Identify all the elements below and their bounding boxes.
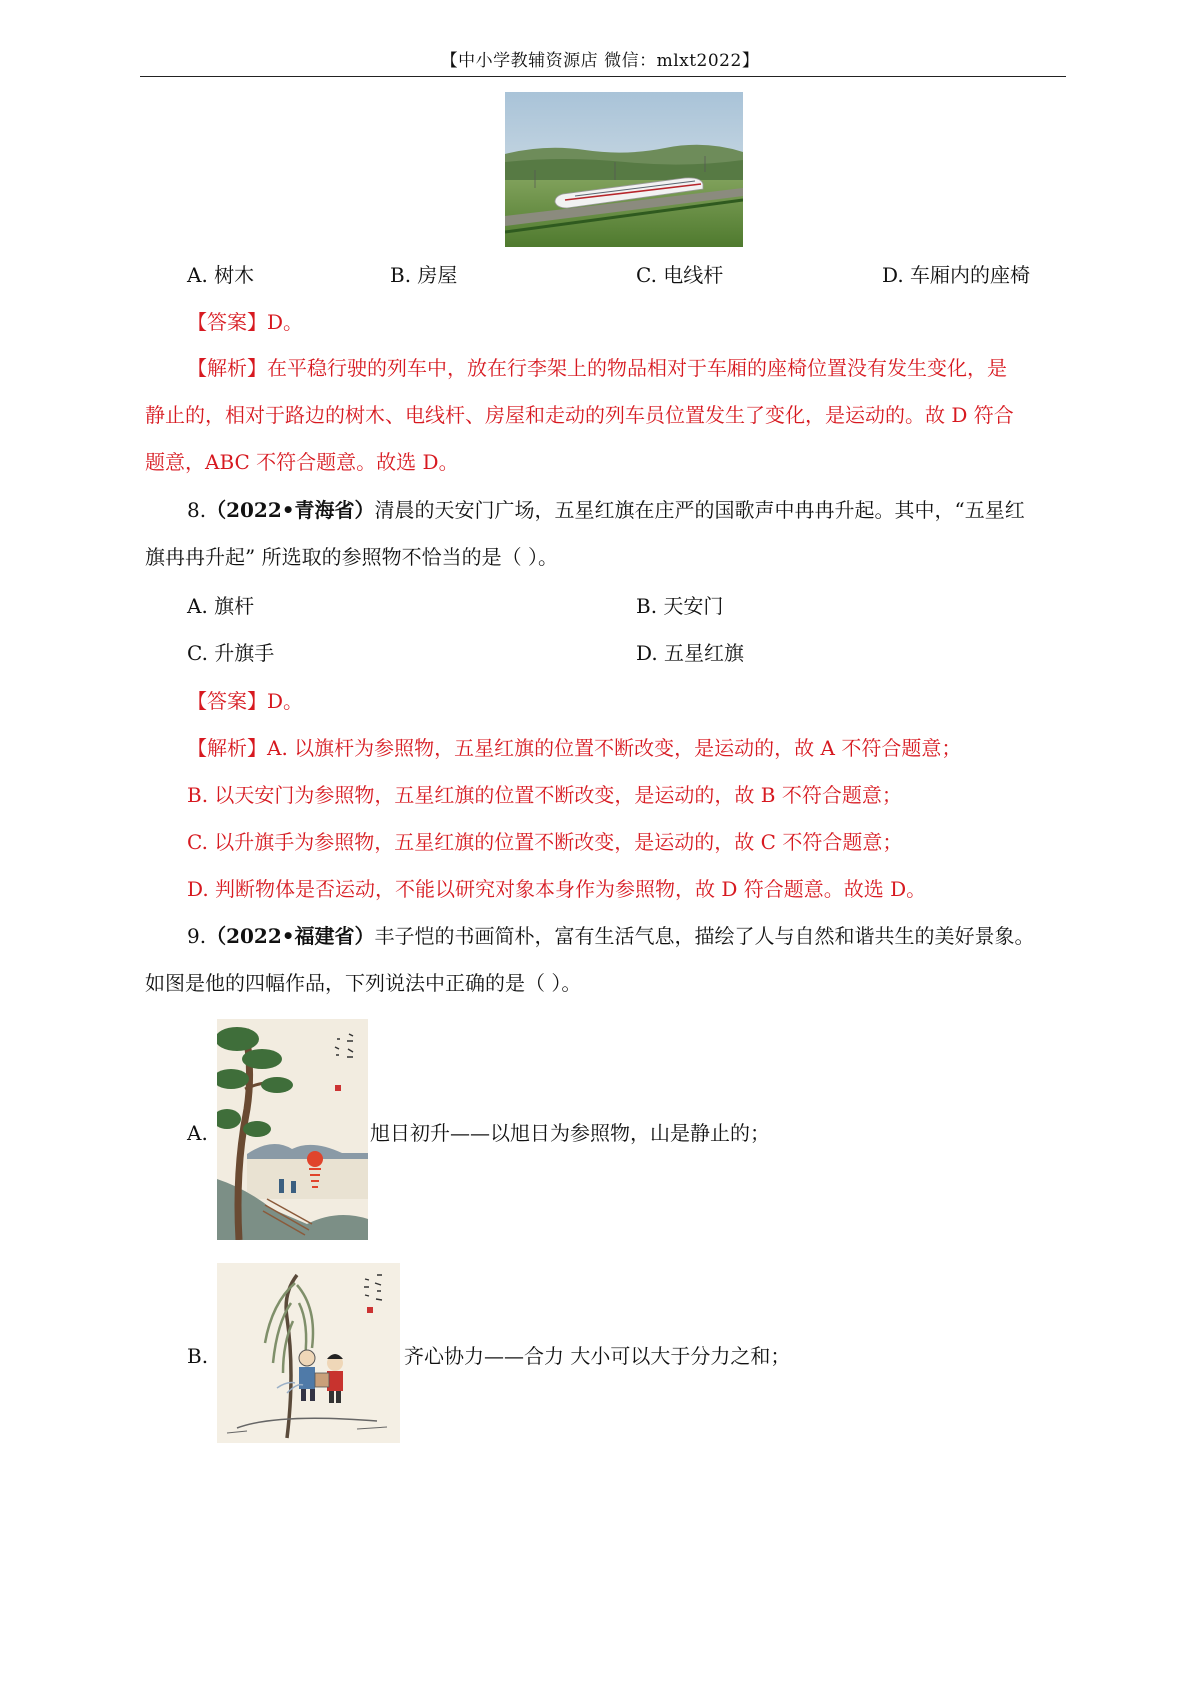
q8-analysis-line-1 bbox=[187, 738, 961, 758]
q7-analysis-line-3: 题意，ABC 不符合题意。故选 D。 bbox=[145, 450, 459, 474]
q7-option-b: B. 房屋 bbox=[390, 263, 458, 287]
teamwork-painting bbox=[217, 1263, 400, 1443]
q9-stem-line-1 bbox=[187, 926, 1035, 946]
q7-analysis-line-1 bbox=[187, 358, 1007, 378]
q9-stem-line-2: 如图是他的四幅作品，下列说法中正确的是（ ）。 bbox=[145, 971, 582, 995]
page-header: 【中小学教辅资源店 微信：mlxt2022】 bbox=[440, 51, 760, 71]
header-divider bbox=[140, 76, 1066, 77]
q7-analysis-tag: 【解析】 bbox=[187, 356, 267, 380]
q9-source: （2022•福建省） bbox=[206, 924, 375, 948]
q8-answer: 【答案】D。 bbox=[187, 689, 304, 713]
q7-option-c: C. 电线杆 bbox=[636, 263, 724, 287]
sunrise-painting bbox=[217, 1019, 368, 1240]
q8-stem-line-1 bbox=[187, 500, 1025, 520]
q9-stem-text-1: 丰子恺的书画简朴，富有生活气息，描绘了人与自然和谐共生的美好景象。 bbox=[374, 924, 1035, 948]
q9-number: 9. bbox=[187, 924, 207, 948]
q9-option-b-label: B. bbox=[187, 1344, 209, 1368]
q8-option-c: C. 升旗手 bbox=[187, 641, 275, 665]
q8-analysis-text-1: A. 以旗杆为参照物，五星红旗的位置不断改变，是运动的，故 A 不符合题意； bbox=[267, 736, 962, 760]
q7-answer: 【答案】D。 bbox=[187, 310, 304, 334]
q8-stem-line-2: 旗冉冉升起” 所选取的参照物不恰当的是（ ）。 bbox=[145, 545, 558, 569]
q8-source: （2022•青海省） bbox=[206, 498, 375, 522]
q8-number: 8. bbox=[187, 498, 207, 522]
q9-option-a-text: 旭日初升——以旭日为参照物，山是静止的； bbox=[370, 1121, 770, 1145]
q8-option-d: D. 五星红旗 bbox=[636, 641, 745, 665]
q7-analysis-text-1: 在平稳行驶的列车中，放在行李架上的物品相对于车厢的座椅位置没有发生变化，是 bbox=[267, 356, 1007, 380]
q8-stem-text-1: 清晨的天安门广场，五星红旗在庄严的国歌声中冉冉升起。其中，“五星红 bbox=[374, 498, 1025, 522]
train-photo bbox=[505, 92, 743, 247]
q8-analysis-line-3: C. 以升旗手为参照物，五星红旗的位置不断改变，是运动的，故 C 不符合题意； bbox=[187, 830, 903, 854]
q9-option-b-text: 齐心协力——合力 大小可以大于分力之和； bbox=[404, 1344, 791, 1368]
q7-option-d: D. 车厢内的座椅 bbox=[882, 263, 1031, 287]
q8-option-b: B. 天安门 bbox=[636, 594, 724, 618]
q8-analysis-line-4: D. 判断物体是否运动，不能以研究对象本身作为参照物，故 D 符合题意。故选 D。 bbox=[187, 877, 927, 901]
q8-analysis-line-2: B. 以天安门为参照物，五星红旗的位置不断改变，是运动的，故 B 不符合题意； bbox=[187, 783, 902, 807]
q7-analysis-line-2: 静止的，相对于路边的树木、电线杆、房屋和走动的列车员位置发生了变化，是运动的。故 D 符合 bbox=[145, 403, 1014, 427]
q9-option-a-label: A. bbox=[187, 1121, 208, 1145]
q8-option-a: A. 旗杆 bbox=[187, 594, 255, 618]
q7-option-a: A. 树木 bbox=[187, 263, 255, 287]
q8-analysis-tag: 【解析】 bbox=[187, 736, 267, 760]
